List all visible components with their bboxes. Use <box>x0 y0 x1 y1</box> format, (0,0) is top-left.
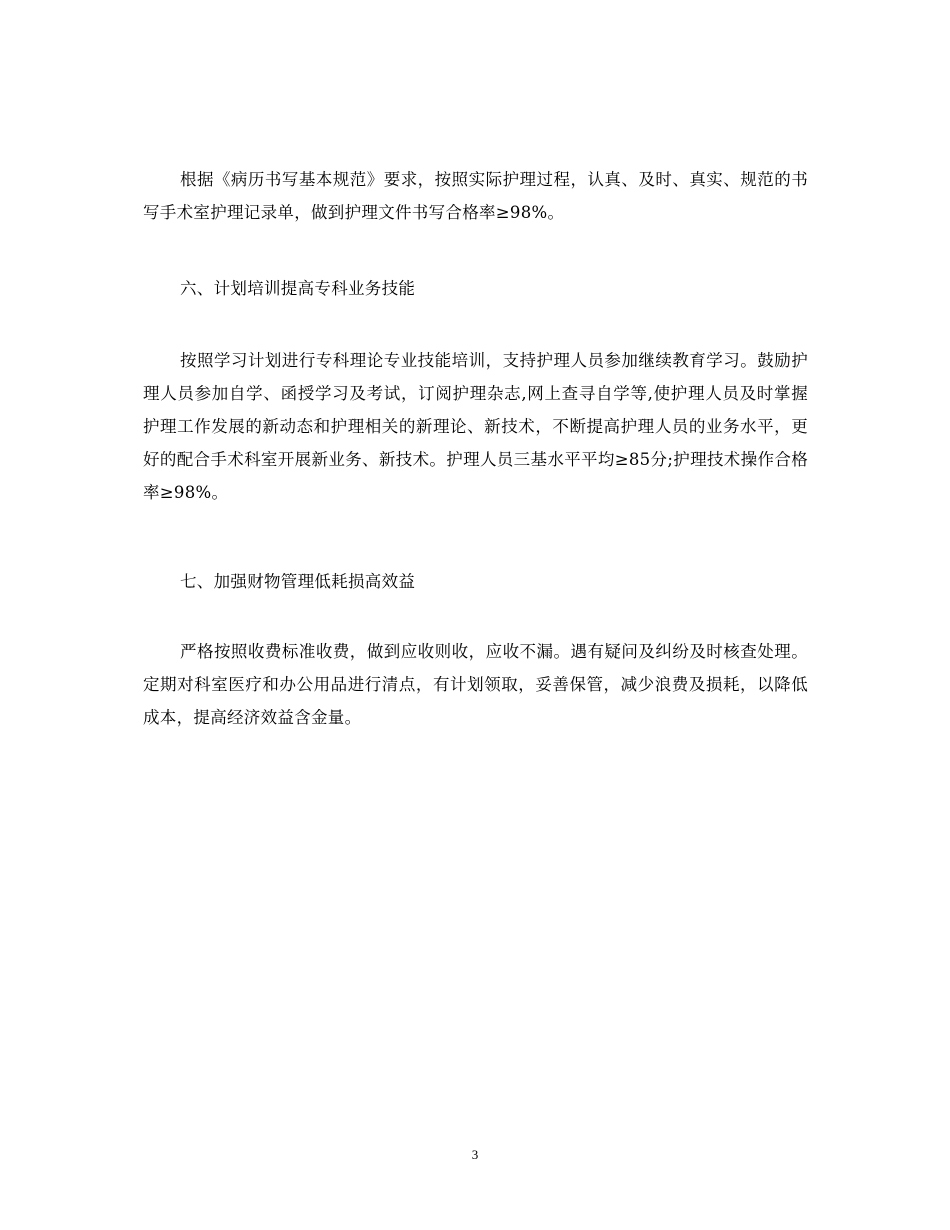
section-heading-training: 六、计划培训提高专科业务技能 <box>180 279 416 298</box>
paragraph-training: 按照学习计划进行专科理论专业技能培训，支持护理人员参加继续教育学习。鼓励护理人员参加自学、函授学习及考试，订阅护理杂志,网上查寻自学等,使护理人员及时掌握护理工作发展的新动态和护理相关的新理论、新技术，不断提高护理人员的业务水平，更好的配合手术科室开展新业务、新技术。护理人员三基水平平均≥85分;护理技术操作合格率≥98%。 <box>143 351 808 502</box>
page-number: 3 <box>471 1147 479 1162</box>
paragraph-finance: 严格按照收费标准收费，做到应收则收，应收不漏。遇有疑问及纠纷及时核查处理。定期对科室医疗和办公用品进行清点，有计划领取，妥善保管，减少浪费及损耗，以降低成本，提高经济效益含金量。 <box>143 642 808 727</box>
section-heading-finance: 七、加强财物管理低耗损高效益 <box>180 572 416 591</box>
paragraph-medical-records: 根据《病历书写基本规范》要求，按照实际护理过程，认真、及时、真实、规范的书写手术室护理记录单，做到护理文件书写合格率≥98%。 <box>143 170 808 222</box>
